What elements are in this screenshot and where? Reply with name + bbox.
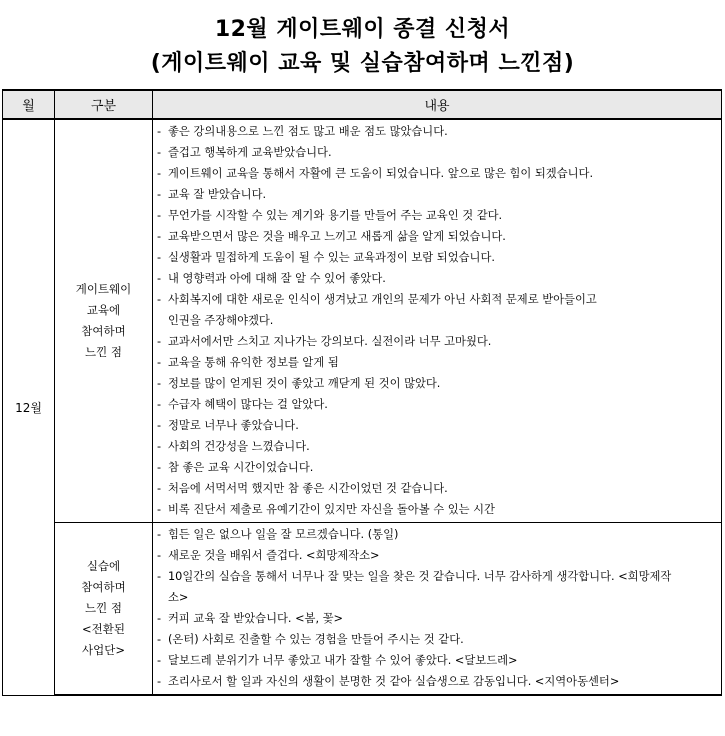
- list-item: - 교육받으면서 많은 것을 배우고 느끼고 새롭게 삶을 알게 되었습니다.: [157, 226, 721, 247]
- practice-feedback-list: [157, 524, 721, 692]
- list-item: - 비록 진단서 제출로 유예기간이 있지만 자신을 돌아볼 수 있는 시간: [157, 499, 721, 520]
- list-item: - 정말로 너무나 좋았습니다.: [157, 415, 721, 436]
- list-item: - 교과서에서만 스치고 지나가는 강의보다. 실전이라 너무 고마웠다.: [157, 331, 721, 352]
- education-feedback-list: [157, 121, 721, 520]
- category-line: 실습에: [86, 559, 121, 573]
- list-item: - 정보를 많이 얻게된 것이 좋았고 깨닫게 된 것이 많았다.: [157, 373, 721, 394]
- list-item: - 조리사로서 할 일과 자신의 생활이 분명한 것 같아 실습생으로 감동입니다. <지역아동센터>: [157, 671, 721, 692]
- header-month: 월: [3, 90, 55, 119]
- list-item: - 힘든 일은 없으나 일을 잘 모르겠습니다. (통일): [157, 524, 721, 545]
- list-item: - 무언가를 시작할 수 있는 계기와 용기를 만들어 주는 교육인 것 같다.: [157, 205, 721, 226]
- list-item: - 처음에 서먹서먹 했지만 참 좋은 시간이었던 것 같습니다.: [157, 478, 721, 499]
- document-subtitle: (게이트웨이 교육 및 실습참여하며 느낀점): [150, 51, 575, 76]
- month-cell: 12월: [3, 119, 55, 695]
- list-item: - 실생활과 밀접하게 도움이 될 수 있는 교육과정이 보람 되었습니다.: [157, 247, 721, 268]
- list-item: - (온터) 사회로 진출할 수 있는 경험을 만들어 주시는 것 같다.: [157, 629, 721, 650]
- category-education: [55, 119, 153, 523]
- list-item: - 사회의 건강성을 느꼈습니다.: [157, 436, 721, 457]
- category-line: 느낀 점: [85, 601, 122, 615]
- category-line: 사업단>: [82, 643, 125, 657]
- list-item: - 달보드레 분위기가 너무 좋았고 내가 잘할 수 있어 좋았다. <달보드레>: [157, 650, 721, 671]
- list-item: - 게이트웨이 교육을 통해서 자활에 큰 도움이 되었습니다. 앞으로 많은 힘이 되겠습니다.: [157, 163, 721, 184]
- category-line: <전환된: [82, 622, 125, 636]
- content-education: [153, 119, 722, 523]
- list-item: - 10일간의 실습을 통해서 너무나 잘 맞는 일을 찾은 것 같습니다. 너무 감사하게 생각합니다. <희망제작소>: [157, 566, 721, 608]
- table-row-practice: [3, 523, 722, 696]
- category-practice: [55, 523, 153, 696]
- list-item: - 사회복지에 대한 새로운 인식이 생겨났고 개인의 문제가 아닌 사회적 문제로 받아들이고 인권을 주장해야겠다.: [157, 289, 721, 331]
- category-line: 교육에: [86, 303, 121, 317]
- category-line: 참여하며: [81, 580, 126, 594]
- list-item: - 즐겁고 행복하게 교육받았습니다.: [157, 142, 721, 163]
- list-item: - 수급자 혜택이 많다는 걸 알았다.: [157, 394, 721, 415]
- list-item: - 새로운 것을 배워서 즐겁다. <희망제작소>: [157, 545, 721, 566]
- content-practice: [153, 523, 722, 696]
- list-item: - 좋은 강의내용으로 느낀 점도 많고 배운 점도 많았습니다.: [157, 121, 721, 142]
- list-item: - 교육을 통해 유익한 정보를 알게 됨: [157, 352, 721, 373]
- header-content: 내용: [153, 90, 722, 119]
- category-line: 느낀 점: [85, 345, 122, 359]
- document-title: 12월 게이트웨이 종결 신청서: [214, 17, 511, 42]
- category-line: 참여하며: [81, 324, 126, 338]
- list-item: - 커피 교육 잘 받았습니다. <봄, 꽃>: [157, 608, 721, 629]
- list-item: - 참 좋은 교육 시간이었습니다.: [157, 457, 721, 478]
- table-header-row: [3, 90, 722, 119]
- header-category: 구분: [55, 90, 153, 119]
- list-item: - 내 영향력과 아에 대해 잘 알 수 있어 좋았다.: [157, 268, 721, 289]
- list-item: - 교육 잘 받았습니다.: [157, 184, 721, 205]
- table-row-education: [3, 119, 722, 523]
- category-line: 게이트웨이: [75, 282, 132, 296]
- feedback-table: [2, 89, 722, 696]
